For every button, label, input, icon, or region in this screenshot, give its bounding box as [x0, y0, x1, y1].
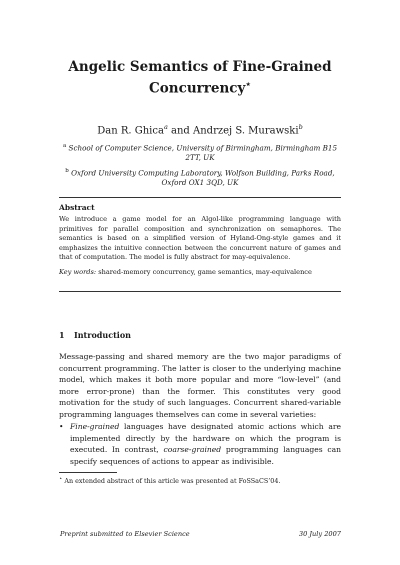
author-list [60, 123, 340, 136]
keywords-text: shared-memory concurrency, game semantics, may-equivalence [98, 268, 312, 276]
abstract-bottom-rule [59, 291, 341, 292]
keywords-label: Key words: [59, 268, 97, 276]
footnote-mark: ⋆ [59, 476, 63, 482]
affiliation-a-text: School of Computer Science, University of Birmingham, Birmingham B15 2TT, UK [68, 143, 338, 163]
author-1: Dan R. Ghica [97, 125, 164, 137]
list-item [59, 421, 341, 467]
section-number: 1 [59, 330, 65, 340]
affiliation-a-mark: a [62, 143, 67, 149]
title-line-1: Angelic Semantics of Fine-Grained [68, 59, 332, 75]
title-footnote-mark: ⋆ [245, 80, 251, 90]
title-line-2-text: Concurrency [149, 80, 246, 97]
section-title: Introduction [74, 330, 131, 340]
bullet-text-1: languages have designated atomic actions which are implemented directly by the hardware on which the program is executed. In contrast, [70, 422, 341, 454]
affiliation-b-text: Oxford University Computing Laboratory, Wolfson Building, Parks Road, Oxford OX1 3QD, UK [71, 168, 335, 188]
footer-date: 30 July 2007 [298, 530, 341, 538]
bullet-text [70, 421, 341, 467]
footnote [59, 476, 341, 485]
author-and: and [167, 125, 194, 137]
affiliation-a [58, 141, 342, 163]
abstract-heading: Abstract [59, 203, 95, 212]
bullet-icon: • [59, 422, 64, 431]
title-line-2 [60, 76, 340, 98]
affiliation-b [58, 166, 342, 188]
author-1-mark: a [163, 123, 168, 131]
bullet-text-2: programming languages can specify sequences of actions to appear as indivisible. [70, 445, 341, 466]
footnote-text: An extended abstract of this article was presented at FoSSaCS’04. [64, 477, 281, 486]
section-heading [59, 330, 131, 340]
keywords [59, 268, 341, 276]
affiliation-b-mark: b [65, 168, 69, 174]
author-2-mark: b [298, 123, 303, 131]
intro-paragraph: Message-passing and shared memory are the two major paradigms of concurrent programming. The latter is closer to the underlying machine model, which makes it both more popular and more “low-level” (and more error-prone) than the former. This constitutes very good motivation for the study of such languages. Concurrent shared-variable programming languages themselves can come in several varieties: [59, 352, 341, 419]
footer-preprint: Preprint submitted to Elsevier Science [60, 530, 190, 538]
abstract-text: We introduce a game model for an Algol-like programming language with primitives for parallel composition and synchronization on semaphores. The semantics is based on a simplified version of Hyland-Ong-style games and it emphasizes the intuitive connection between the concurrent nature of games and that of computation. The model is fully abstract for may-equivalence. [59, 215, 341, 262]
paper-title [60, 58, 340, 98]
footnote-rule [59, 472, 117, 473]
abstract-top-rule [59, 197, 341, 198]
bullet-term: Fine-grained [70, 422, 120, 431]
bullet-term-2: coarse-grained [163, 445, 222, 454]
author-2: Andrzej S. Murawski [193, 125, 299, 137]
